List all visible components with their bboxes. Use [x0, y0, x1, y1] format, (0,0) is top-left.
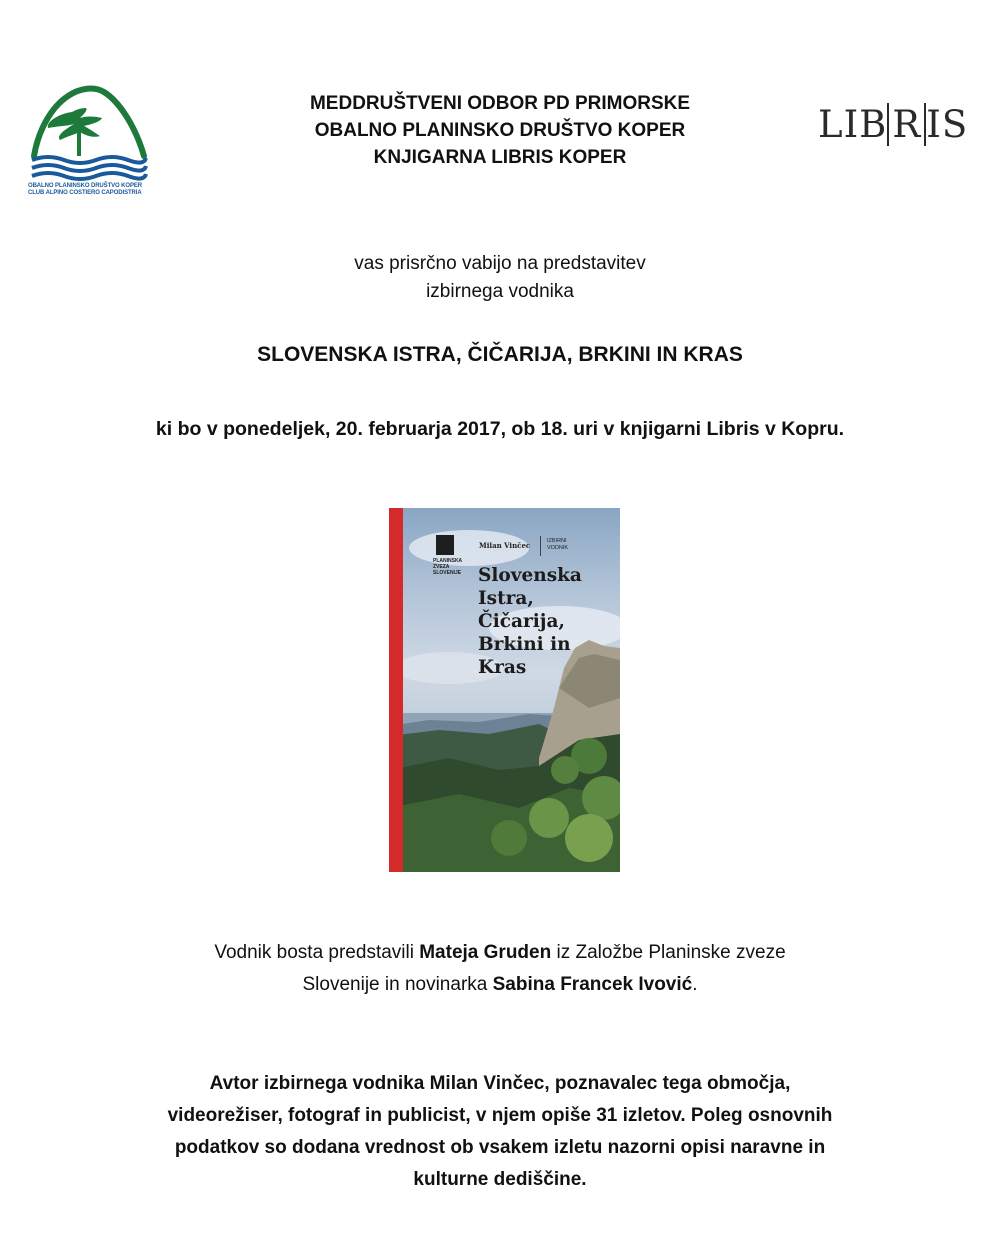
publisher-line: ZVEZA: [433, 564, 450, 570]
presenters-text: .: [692, 974, 698, 995]
invitation-text: [200, 250, 800, 306]
cover-title-line: Čičarija,: [478, 611, 565, 632]
description-line: kulturne dediščine.: [413, 1169, 587, 1190]
invitation-line: vas prisrčno vabijo na predstavitev: [354, 253, 646, 274]
description-line: videorežiser, fotograf in publicist, v njem opiše 31 izletov. Poleg osnovnih: [167, 1105, 833, 1126]
series-line: VODNIK: [547, 545, 569, 551]
book-cover-title: [478, 564, 582, 679]
description-line: Avtor izbirnega vodnika Milan Vinčec, poznavalec tega območja,: [209, 1073, 791, 1094]
event-date-location: ki bo v ponedeljek, 20. februarja 2017, ob 18. uri v knjigarni Libris v Kopru.: [155, 418, 845, 440]
cover-title-line: Kras: [478, 657, 527, 678]
series-line: IZBIRNI: [547, 538, 567, 544]
book-title-heading: SLOVENSKA ISTRA, ČIČARIJA, BRKINI IN KRAS: [257, 343, 743, 366]
cover-title-line: Brkini in: [478, 634, 571, 655]
cover-divider: [540, 536, 541, 556]
landscape-illustration: [389, 508, 620, 872]
presenters-paragraph: [100, 937, 900, 1001]
presenters-text: iz Založbe Planinske zveze: [551, 942, 786, 963]
libris-logo-part: R: [887, 103, 926, 146]
mountain-pine-wave-logo-icon: [28, 82, 150, 182]
pzs-emblem-icon: [436, 535, 454, 555]
libris-logo-part: IS: [926, 103, 969, 146]
cover-title-line: Istra,: [478, 588, 534, 609]
opd-koper-logo: [28, 82, 150, 198]
organizers-header: [200, 90, 800, 171]
book-series: [547, 538, 568, 552]
publisher-name: [433, 558, 462, 576]
libris-logo-part: LIB: [818, 103, 888, 146]
organizer-line: KNJIGARNA LIBRIS KOPER: [373, 147, 627, 168]
presenters-line1: [100, 937, 900, 969]
cover-title-line: Slovenska: [478, 565, 582, 586]
logo-caption-line1: OBALNO PLANINSKO DRUŠTVO KOPER: [28, 183, 143, 189]
book-author: Milan Vinčec: [479, 541, 531, 550]
organizer-line: MEDDRUŠTVENI ODBOR PD PRIMORSKE: [309, 93, 691, 114]
libris-logo: [818, 103, 968, 146]
presenters-text: Slovenije in novinarka: [302, 974, 493, 995]
presenters-text: Vodnik bosta predstavili: [214, 942, 420, 963]
presenters-line2: [100, 969, 900, 1001]
presenter-name: Mateja Gruden: [419, 942, 552, 963]
publisher-line: PLANINSKA: [433, 558, 463, 564]
organizer-line: OBALNO PLANINSKO DRUŠTVO KOPER: [314, 120, 686, 141]
publisher-line: SLOVENIJE: [433, 570, 462, 576]
invitation-line: izbirnega vodnika: [426, 281, 574, 302]
book-cover-image: [389, 508, 620, 872]
book-spine-stripe: [389, 508, 403, 872]
presenter-name: Sabina Francek Ivović: [492, 974, 693, 995]
logo-caption-line2: CLUB ALPINO COSTIERO CAPODISTRIA: [28, 190, 142, 196]
author-description: [60, 1068, 940, 1196]
description-line: podatkov so dodana vrednost ob vsakem izletu nazorni opisi naravne in: [174, 1137, 826, 1158]
